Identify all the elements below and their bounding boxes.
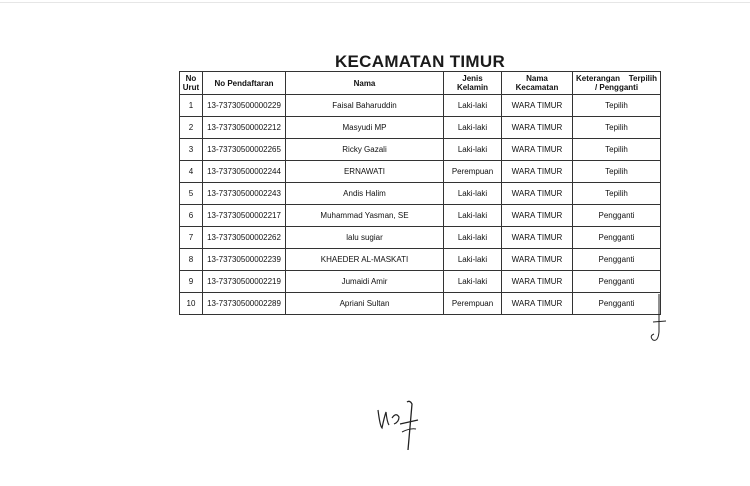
- table-row: [180, 139, 661, 161]
- cell-keterangan: Tepilih: [573, 139, 661, 161]
- cell-keterangan: Pengganti: [573, 205, 661, 227]
- cell-nama-kecamatan: WARA TIMUR: [502, 117, 573, 139]
- cell-no-pendaftaran: 13-73730500002244: [203, 161, 286, 183]
- cell-no-pendaftaran: 13-73730500002219: [203, 271, 286, 293]
- cell-nama: Ricky Gazali: [286, 139, 444, 161]
- cell-no-pendaftaran: 13-73730500002239: [203, 249, 286, 271]
- cell-no-pendaftaran: 13-73730500000229: [203, 95, 286, 117]
- col-header-no: No Urut: [180, 72, 203, 95]
- cell-nama-kecamatan: WARA TIMUR: [502, 271, 573, 293]
- cell-no: 5: [180, 183, 203, 205]
- cell-nama: KHAEDER AL-MASKATI: [286, 249, 444, 271]
- cell-nama-kecamatan: WARA TIMUR: [502, 95, 573, 117]
- cell-nama-kecamatan: WARA TIMUR: [502, 249, 573, 271]
- cell-nama: Faisal Baharuddin: [286, 95, 444, 117]
- cell-no: 7: [180, 227, 203, 249]
- cell-nama-kecamatan: WARA TIMUR: [502, 161, 573, 183]
- cell-jenis-kelamin: Laki-laki: [444, 227, 502, 249]
- signature-initial-right: [648, 292, 670, 348]
- cell-no-pendaftaran: 13-73730500002262: [203, 227, 286, 249]
- table-row: [180, 117, 661, 139]
- cell-jenis-kelamin: Laki-laki: [444, 205, 502, 227]
- cell-nama: lalu sugiar: [286, 227, 444, 249]
- cell-nama-kecamatan: WARA TIMUR: [502, 227, 573, 249]
- cell-no: 9: [180, 271, 203, 293]
- cell-keterangan: Pengganti: [573, 249, 661, 271]
- cell-no: 10: [180, 293, 203, 315]
- col-header-no-pendaftaran: No Pendaftaran: [203, 72, 286, 95]
- table-row: [180, 249, 661, 271]
- cell-nama: Masyudi MP: [286, 117, 444, 139]
- table-row: [180, 95, 661, 117]
- cell-no: 4: [180, 161, 203, 183]
- cell-no: 8: [180, 249, 203, 271]
- table-row: [180, 227, 661, 249]
- cell-nama: Muhammad Yasman, SE: [286, 205, 444, 227]
- cell-no-pendaftaran: 13-73730500002217: [203, 205, 286, 227]
- cell-no: 1: [180, 95, 203, 117]
- cell-nama: ERNAWATI: [286, 161, 444, 183]
- cell-jenis-kelamin: Laki-laki: [444, 271, 502, 293]
- cell-keterangan: Pengganti: [573, 271, 661, 293]
- cell-keterangan: Pengganti: [573, 293, 661, 315]
- cell-keterangan: Tepilih: [573, 95, 661, 117]
- table-row: [180, 271, 661, 293]
- cell-jenis-kelamin: Laki-laki: [444, 139, 502, 161]
- pengganti-label: / Pengganti: [594, 83, 639, 92]
- cell-no: 6: [180, 205, 203, 227]
- keterangan-label: Keterangan: [576, 74, 621, 83]
- table-row: [180, 161, 661, 183]
- cell-jenis-kelamin: Laki-laki: [444, 117, 502, 139]
- cell-jenis-kelamin: Perempuan: [444, 161, 502, 183]
- cell-jenis-kelamin: Perempuan: [444, 293, 502, 315]
- cell-no-pendaftaran: 13-73730500002289: [203, 293, 286, 315]
- table-row: [180, 205, 661, 227]
- page-title: KECAMATAN TIMUR: [334, 52, 506, 71]
- cell-no: 3: [180, 139, 203, 161]
- cell-nama-kecamatan: WARA TIMUR: [502, 293, 573, 315]
- cell-nama: Jumaidi Amir: [286, 271, 444, 293]
- terpilih-label: Terpilih: [628, 74, 657, 83]
- cell-keterangan: Tepilih: [573, 183, 661, 205]
- cell-jenis-kelamin: Laki-laki: [444, 95, 502, 117]
- cell-no-pendaftaran: 13-73730500002243: [203, 183, 286, 205]
- cell-keterangan: Tepilih: [573, 117, 661, 139]
- cell-nama-kecamatan: WARA TIMUR: [502, 183, 573, 205]
- table-row: [180, 293, 661, 315]
- col-header-nama-kecamatan: Nama Kecamatan: [502, 72, 573, 95]
- cell-keterangan: Tepilih: [573, 161, 661, 183]
- table-row: [180, 183, 661, 205]
- col-header-keterangan: [573, 72, 661, 95]
- cell-keterangan: Pengganti: [573, 227, 661, 249]
- cell-nama-kecamatan: WARA TIMUR: [502, 205, 573, 227]
- cell-jenis-kelamin: Laki-laki: [444, 183, 502, 205]
- candidate-table: [179, 71, 661, 315]
- cell-jenis-kelamin: Laki-laki: [444, 249, 502, 271]
- cell-nama: Andis Halim: [286, 183, 444, 205]
- cell-no: 2: [180, 117, 203, 139]
- signature-initial-bottom: [374, 398, 424, 454]
- cell-no-pendaftaran: 13-73730500002212: [203, 117, 286, 139]
- col-header-jenis-kelamin: Jenis Kelamin: [444, 72, 502, 95]
- table-header-row: [180, 72, 661, 95]
- cell-nama-kecamatan: WARA TIMUR: [502, 139, 573, 161]
- cell-nama: Apriani Sultan: [286, 293, 444, 315]
- page-top-border: [0, 2, 750, 3]
- col-header-nama: Nama: [286, 72, 444, 95]
- cell-no-pendaftaran: 13-73730500002265: [203, 139, 286, 161]
